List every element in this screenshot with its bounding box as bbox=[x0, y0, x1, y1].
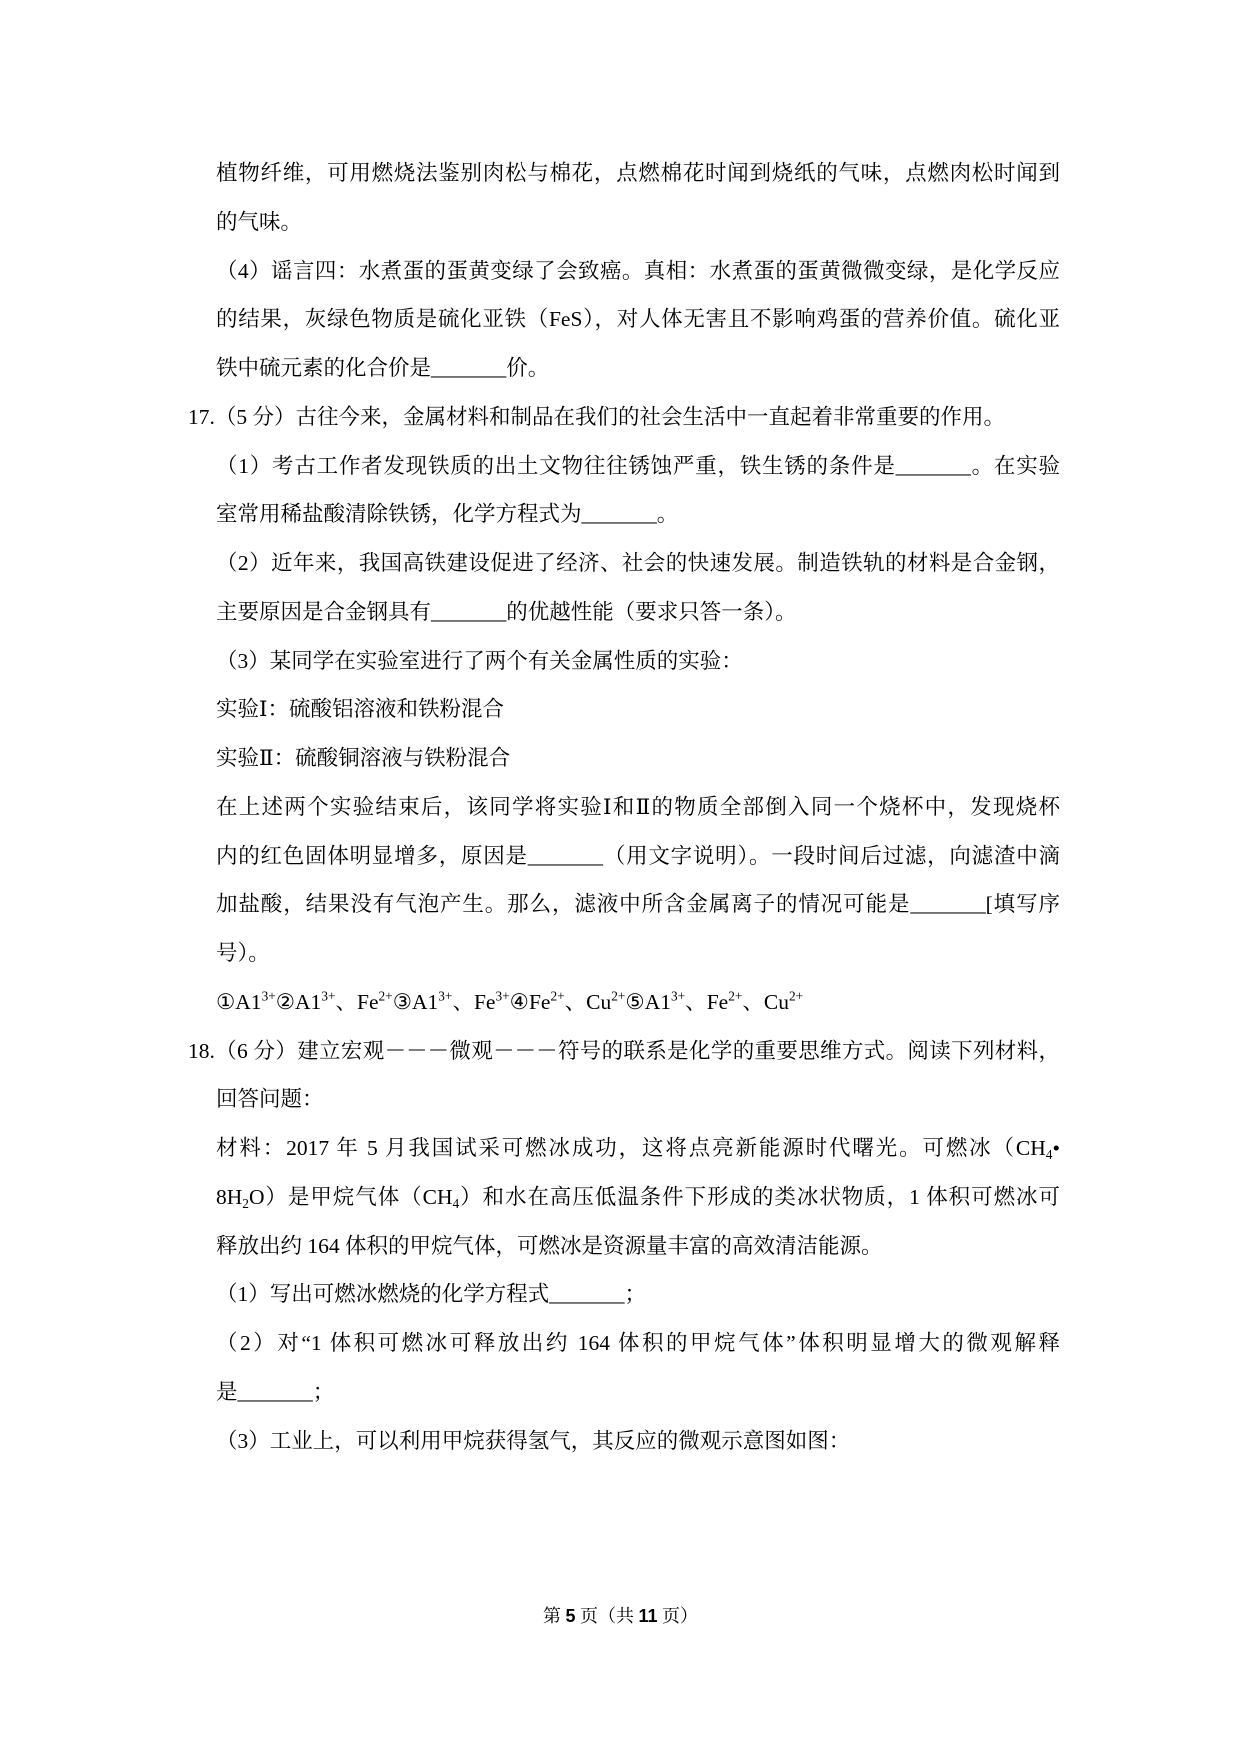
text-line bbox=[216, 442, 1060, 491]
ion-symbol: Fe bbox=[473, 989, 496, 1014]
option-marker: ④ bbox=[509, 989, 529, 1014]
text-line bbox=[216, 344, 1060, 393]
text-segment: 主要原因是合金钢具有 bbox=[216, 599, 432, 624]
answer-blank: _______ bbox=[549, 1282, 625, 1307]
text-segment: • bbox=[1052, 1136, 1060, 1160]
ion-charge: 2+ bbox=[728, 988, 743, 1004]
total-pages: 11 bbox=[638, 1606, 658, 1626]
ion-charge: 3+ bbox=[261, 988, 276, 1004]
ion-separator: 、 bbox=[564, 989, 587, 1014]
text-segment: 。 bbox=[656, 502, 679, 527]
ion-options-line bbox=[216, 978, 1060, 1027]
text-segment: ； bbox=[624, 1282, 647, 1307]
question-16-part-3-continued bbox=[0, 149, 1241, 247]
text-segment: 铁中硫元素的化合价是 bbox=[216, 356, 432, 380]
footer-text: 页） bbox=[657, 1606, 699, 1626]
ion-separator: 、 bbox=[685, 989, 707, 1014]
page-number: 5 bbox=[565, 1606, 576, 1626]
text-segment: （用文字说明）。一段时间后过滤，向滤渣中滴 bbox=[603, 843, 1060, 868]
experiment-1: 实验Ⅰ：硫酸铝溶液和铁粉混合 bbox=[216, 697, 504, 722]
option-marker: ① bbox=[216, 989, 236, 1014]
question-score: （6 分） bbox=[214, 1038, 298, 1063]
text-segment: 。在实验 bbox=[970, 453, 1060, 478]
question-18-material bbox=[0, 1124, 1241, 1270]
question-17-part-3 bbox=[0, 637, 1241, 1027]
text-line: （2）近年来，我国高铁建设促进了经济、社会的快速发展。制造铁轨的材料是合金钢， bbox=[216, 551, 1060, 575]
question-number: 18. bbox=[188, 1038, 215, 1063]
text-line: （2）对“1 体积可燃冰可释放出约 164 体积的甲烷气体”体积明显增大的微观解释 bbox=[216, 1331, 1060, 1355]
ion-charge: 2+ bbox=[550, 988, 565, 1004]
text-line: 号）。 bbox=[216, 941, 270, 965]
question-score: （5 分） bbox=[214, 404, 296, 429]
ion-charge: 2+ bbox=[611, 988, 626, 1004]
question-18-part-1 bbox=[0, 1270, 1241, 1319]
ion-symbol: Cu bbox=[763, 989, 789, 1014]
text-line: 释放出约 164 体积的甲烷气体，可燃冰是资源量丰富的高效清洁能源。 bbox=[216, 1233, 883, 1258]
question-number: 17. bbox=[188, 404, 215, 429]
text-line bbox=[216, 1270, 1060, 1319]
ion-separator: 、 bbox=[335, 989, 358, 1014]
text-line bbox=[216, 588, 1060, 637]
question-18-part-2 bbox=[0, 1319, 1241, 1417]
option-marker: ② bbox=[275, 989, 296, 1014]
answer-blank: _______ bbox=[431, 356, 507, 380]
text-segment: 室常用稀盐酸清除铁锈，化学方程式为 bbox=[216, 502, 582, 527]
answer-blank: _______ bbox=[581, 502, 657, 527]
question-18-stem bbox=[188, 1027, 1060, 1076]
subscript: 2 bbox=[242, 1195, 249, 1211]
experiment-2: 实验Ⅱ：硫酸铜溶液与铁粉混合 bbox=[216, 746, 511, 770]
text-segment: 的优越性能（要求只答一条）。 bbox=[506, 599, 797, 624]
question-17-stem bbox=[188, 393, 1060, 442]
text-line: 的气味。 bbox=[216, 209, 303, 234]
answer-blank: _______ bbox=[895, 453, 971, 478]
ion-symbol: Fe bbox=[706, 989, 729, 1014]
question-text: 古往今来，金属材料和制品在我们的社会生活中一直起着非常重要的作用。 bbox=[295, 404, 1006, 429]
ion-symbol: A1 bbox=[644, 989, 671, 1014]
ion-separator: 、 bbox=[452, 989, 474, 1014]
ion-charge: 2+ bbox=[378, 988, 393, 1004]
ion-symbol: Cu bbox=[586, 989, 612, 1014]
text-segment: 材料：2017 年 5 月我国试采可燃冰成功，这将点亮新能源时代曙光。可燃冰（CH bbox=[216, 1136, 1046, 1160]
page-footer bbox=[0, 1601, 1241, 1631]
text-segment: ）和水在高压低温条件下形成的类冰状物质，1 体积可燃冰可 bbox=[459, 1184, 1060, 1209]
text-line bbox=[216, 1173, 1060, 1222]
question-18-part-3 bbox=[0, 1417, 1241, 1466]
text-line bbox=[216, 832, 1060, 881]
text-line: （4）谣言四：水煮蛋的蛋黄变绿了会致癌。真相：水煮蛋的蛋黄微微变绿，是化学反应 bbox=[216, 258, 1060, 283]
text-segment: （1）写出可燃冰燃烧的化学方程式 bbox=[216, 1282, 550, 1307]
ion-separator: 、 bbox=[742, 989, 764, 1014]
ion-charge: 3+ bbox=[438, 988, 453, 1004]
answer-blank: _______ bbox=[237, 1379, 313, 1404]
ion-charge: 3+ bbox=[670, 988, 686, 1004]
question-text: 建立宏观－－－微观－－－符号的联系是化学的重要思维方式。阅读下列材料， bbox=[297, 1038, 1060, 1063]
text-line: 在上述两个实验结束后，该同学将实验Ⅰ和Ⅱ的物质全部倒入同一个烧杯中，发现烧杯 bbox=[216, 794, 1060, 819]
ion-charge: 2+ bbox=[788, 988, 804, 1004]
text-segment: 价。 bbox=[506, 356, 550, 380]
text-segment: 8H bbox=[216, 1184, 243, 1209]
text-line: （3）工业上，可以利用甲烷获得氢气，其反应的微观示意图如图： bbox=[216, 1428, 851, 1453]
page-body bbox=[0, 149, 1241, 1465]
footer-text: 页（共 bbox=[575, 1606, 639, 1626]
question-17 bbox=[0, 393, 1241, 1027]
question-18 bbox=[0, 1027, 1241, 1466]
text-line: 植物纤维，可用燃烧法鉴别肉松与棉花，点燃棉花时闻到烧纸的气味，点燃肉松时闻到 bbox=[216, 161, 1060, 185]
text-line bbox=[216, 490, 1060, 539]
answer-blank: _______ bbox=[527, 843, 604, 868]
text-line bbox=[216, 1368, 1060, 1417]
question-17-part-1 bbox=[0, 442, 1241, 540]
answer-blank: _______ bbox=[910, 892, 986, 917]
ion-symbol: Fe bbox=[528, 989, 551, 1014]
question-17-part-2 bbox=[0, 539, 1241, 637]
question-16-part-4 bbox=[0, 247, 1241, 393]
answer-blank: _______ bbox=[431, 599, 507, 624]
text-line: 回答问题： bbox=[216, 1087, 324, 1112]
ion-symbol: A1 bbox=[235, 989, 262, 1014]
text-line: （3）某同学在实验室进行了两个有关金属性质的实验： bbox=[216, 648, 743, 673]
ion-symbol: A1 bbox=[411, 989, 439, 1014]
text-line bbox=[216, 880, 1060, 929]
text-segment: （1）考古工作者发现铁质的出土文物往往锈蚀严重，铁生锈的条件是 bbox=[216, 453, 896, 478]
ion-charge: 3+ bbox=[495, 988, 510, 1004]
subscript: 4 bbox=[1045, 1146, 1053, 1162]
text-segment: ； bbox=[312, 1379, 335, 1404]
text-segment: 内的红色固体明显增多，原因是 bbox=[216, 843, 528, 868]
option-marker: ③ bbox=[392, 989, 412, 1014]
text-line bbox=[216, 1124, 1060, 1173]
ion-symbol: Fe bbox=[357, 989, 379, 1014]
footer-text: 第 bbox=[542, 1606, 566, 1626]
ion-charge: 3+ bbox=[321, 988, 336, 1004]
text-segment: 加盐酸，结果没有气泡产生。那么，滤液中所含金属离子的情况可能是 bbox=[216, 892, 911, 917]
subscript: 4 bbox=[452, 1195, 460, 1211]
text-segment: O）是甲烷气体（CH bbox=[248, 1184, 453, 1209]
ion-symbol: A1 bbox=[295, 989, 322, 1014]
text-segment: [填写序 bbox=[985, 892, 1060, 917]
option-marker: ⑤ bbox=[625, 989, 645, 1014]
text-segment: 是 bbox=[216, 1379, 238, 1404]
text-line: 的结果，灰绿色物质是硫化亚铁（FeS），对人体无害且不影响鸡蛋的营养价值。硫化亚 bbox=[216, 307, 1060, 332]
